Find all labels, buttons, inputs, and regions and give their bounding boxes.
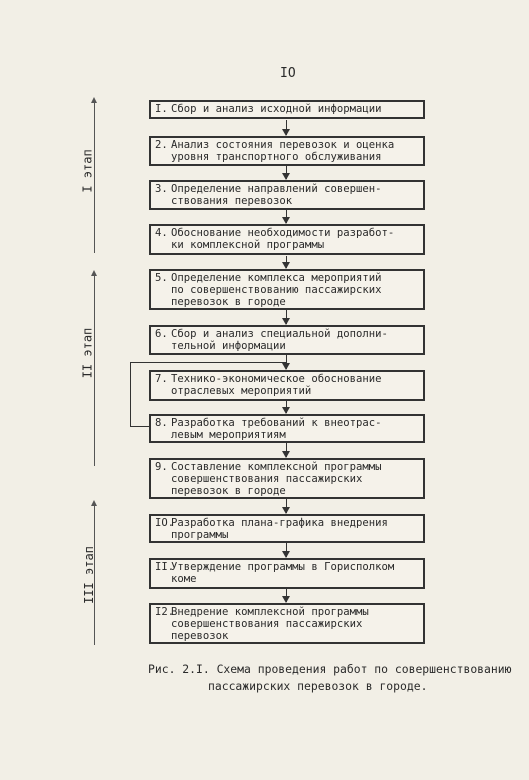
- step-4-box: [149, 224, 425, 255]
- stage-1-label: I этап: [80, 149, 95, 193]
- step-number: 9.: [155, 461, 168, 473]
- caption-line-1: Рис. 2.I. Схема проведения работ по совершенствованию: [148, 662, 512, 676]
- step-text: Составление комплексной программы совершенствования пассажирских перевозок в городе: [171, 461, 382, 497]
- step-text: Сбор и анализ специальной дополни- тельной информации: [171, 328, 388, 352]
- flow-arrow: [286, 589, 287, 602]
- flow-arrow: [286, 401, 287, 413]
- step-12-box: [149, 603, 425, 644]
- step-text: Внедрение комплексной программы совершенствования пассажирских перевозок: [171, 606, 369, 642]
- step-8-box: [149, 414, 425, 443]
- flow-arrow: [286, 499, 287, 513]
- step-text: Разработка плана-графика внедрения программы: [171, 517, 388, 541]
- flow-arrow: [286, 443, 287, 457]
- page-number: IO: [280, 66, 296, 81]
- flow-arrow: [286, 120, 287, 135]
- step-text: Определение комплекса мероприятий по совершенствованию пассажирских перевозок в городе: [171, 272, 382, 308]
- step-number: 4.: [155, 227, 168, 239]
- flow-arrow: [286, 166, 287, 179]
- feedback-connector: [130, 362, 286, 363]
- step-number: 2.: [155, 139, 168, 151]
- step-7-box: [149, 370, 425, 401]
- step-number: 8.: [155, 417, 168, 429]
- flow-arrow: [286, 543, 287, 557]
- step-text: Разработка требований к внеотрас- левым мероприятиям: [171, 417, 382, 441]
- feedback-connector: [130, 426, 149, 427]
- step-9-box: [149, 458, 425, 499]
- step-10-box: [149, 514, 425, 543]
- step-5-box: [149, 269, 425, 310]
- step-text: Сбор и анализ исходной информации: [171, 103, 382, 115]
- step-number: I2.: [155, 606, 175, 618]
- step-number: II.: [155, 561, 175, 573]
- figure-caption: [148, 661, 523, 695]
- step-number: 5.: [155, 272, 168, 284]
- feedback-connector: [130, 362, 131, 426]
- step-number: IO.: [155, 517, 175, 529]
- step-text: Обоснование необходимости разработ- ки комплексной программы: [171, 227, 395, 251]
- flow-arrow: [286, 310, 287, 324]
- step-number: 6.: [155, 328, 168, 340]
- step-2-box: [149, 136, 425, 166]
- caption-line-2: пассажирских перевозок в городе.: [208, 679, 428, 693]
- step-text: Утверждение программы в Горисполком коме: [171, 561, 395, 585]
- step-3-box: [149, 180, 425, 210]
- flow-arrow: [286, 210, 287, 223]
- step-text: Технико-экономическое обоснование отраслевых мероприятий: [171, 373, 382, 397]
- step-6-box: [149, 325, 425, 355]
- stage-2-label: II этап: [80, 327, 95, 379]
- stage-3-label: III этап: [81, 546, 96, 604]
- step-text: Анализ состояния перевозок и оценка уровня транспортного обслуживания: [171, 139, 395, 163]
- step-number: I.: [155, 103, 168, 115]
- step-11-box: [149, 558, 425, 589]
- flow-arrow: [286, 355, 287, 369]
- step-text: Определение направлений совершен- ствования перевозок: [171, 183, 382, 207]
- step-number: 3.: [155, 183, 168, 195]
- flow-arrow: [286, 256, 287, 268]
- step-number: 7.: [155, 373, 168, 385]
- step-1-box: [149, 100, 425, 119]
